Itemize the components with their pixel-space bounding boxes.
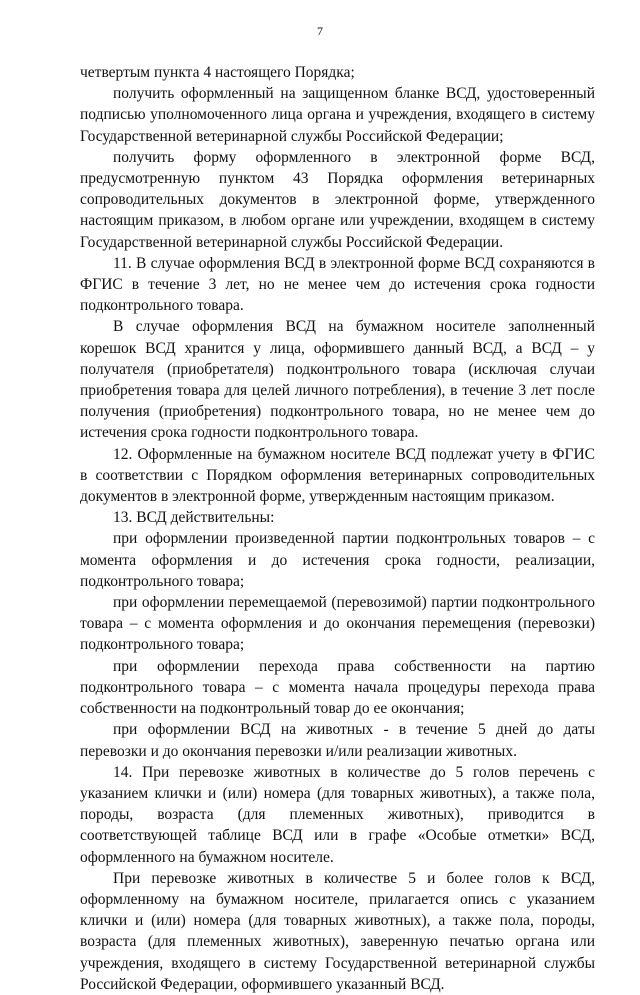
page-number: 7 [317,24,323,38]
paragraph: при оформлении перемещаемой (перевозимой) партии подконтрольного товара – с момента оформления и до окончания перемещения (перевозки) подконтрольного товара; [80,594,595,654]
paragraph: при оформлении произведенной партии подконтрольных товаров – с момента оформления и до истечения срока годности, реализации, подконтрольного товара; [80,530,595,590]
paragraph: получить форму оформленного в электронной форме ВСД, предусмотренную пунктом 43 Порядка оформления ветеринарных сопроводительных документов в электронной форме, утвержденного настоящим приказом, в любом органе или учреждении, входящем в систему Государственной ветеринарной службы Российской Федерации. [80,148,595,251]
paragraph: 14. При перевозке животных в количестве до 5 голов перечень с указанием клички и (или) номера (для товарных животных), а также пола, породы, возраста (для племенных животных), приводится в соответствующей таблице ВСД или в графе «Особые отметки» ВСД, оформленного на бумажном носителе. [80,763,595,866]
paragraph: В случае оформления ВСД на бумажном носителе заполненный корешок ВСД хранится у лица, оформившего данный ВСД, а ВСД – у получателя (приобретателя) подконтрольного товара (исключая случаи приобретения товара для целей личного потребления), в течение 3 лет после получения (приобретения) подконтрольного товара, но не менее чем до истечения срока годности подконтрольного товара. [80,318,595,442]
paragraph: при оформлении перехода права собственности на партию подконтрольного товара – с момента начала процедуры перехода права собственности на подконтрольный товар до ее окончания; [80,657,595,718]
document-body [80,62,595,995]
paragraph: 13. ВСД действительны: [113,509,275,527]
paragraph: 12. Оформленные на бумажном носителе ВСД подлежат учету в ФГИС в соответствии с Порядком оформления ветеринарных сопроводительных документов в электронной форме, утвержденным настоящим приказом. [80,445,595,506]
paragraph: четвертым пункта 4 настоящего Порядка; [80,64,355,81]
paragraph: получить оформленный на защищенном бланке ВСД, удостоверенный подписью уполномоченного лица органа и учреждения, входящего в систему Государственной ветеринарной службы Российской Федерации; [80,85,595,145]
paragraph: 11. В случае оформления ВСД в электронной форме ВСД сохраняются в ФГИС в течение 3 лет, но не менее чем до истечения срока годности подконтрольного товара. [80,254,595,315]
paragraph: при оформлении ВСД на животных - в течение 5 дней до даты перевозки и до окончания перевозки и/или реализации животных. [80,721,595,760]
paragraph: При перевозке животных в количестве 5 и более голов к ВСД, оформленному на бумажном носителе, прилагается опись с указанием клички и (или) номера (для товарных животных), а также пола, породы, возраста (для племенных животных), заверенную печатью органа или учреждения, входящего в систему Государственной ветеринарной службы Российской Федерации, оформившего указанный ВСД. [80,869,595,993]
